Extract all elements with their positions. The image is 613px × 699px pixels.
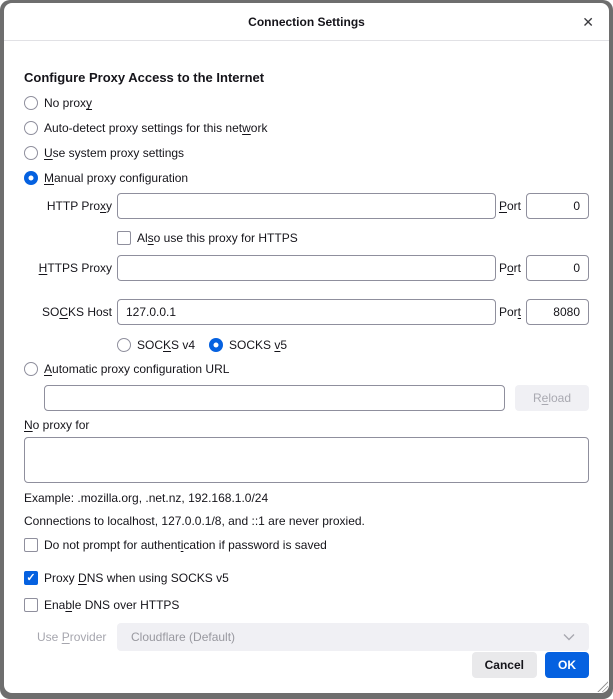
checkbox-label: Enable DNS over HTTPS [44,598,180,612]
radio-label: No proxy [44,96,93,110]
reload-button[interactable]: R e load [515,385,589,411]
auto-url-row [44,385,589,411]
https-port-input[interactable] [526,255,589,281]
chevron-down-icon [563,633,575,641]
radio-label: SOCKS v5 [229,338,288,352]
radio-option-socks-v5[interactable] [209,338,287,352]
checkbox-label: Do not prompt for authentication if password is saved [44,538,327,552]
radio-icon[interactable] [24,362,38,376]
dialog-footer [472,652,589,678]
radio-option-no-proxy[interactable] [24,96,589,110]
radio-icon[interactable] [24,121,38,135]
radio-label: Automatic proxy configuration URL [44,362,230,376]
title-bar [4,3,609,41]
socks-version-group [117,338,589,352]
radio-icon[interactable] [117,338,131,352]
page-title: Configure Proxy Access to the Internet [24,70,265,85]
checkbox-no-prompt-auth[interactable] [24,538,589,552]
dialog-content [4,41,609,693]
provider-selected-value: Cloudflare (Default) [131,630,236,644]
http-proxy-label: HTTP Proxy [46,199,112,213]
http-proxy-row [24,193,589,219]
radio-icon-selected[interactable] [209,338,223,352]
http-proxy-input[interactable] [117,193,496,219]
no-proxy-for-label: N o proxy for [24,418,90,432]
connection-settings-dialog [4,3,609,693]
close-icon[interactable]: ✕ [582,13,594,30]
checkbox-enable-doh[interactable] [24,598,589,612]
http-port-input[interactable] [526,193,589,219]
use-provider-label: Use Provider [37,630,107,644]
provider-row [37,623,589,651]
socks-host-label: SOCKS Host [41,305,112,319]
https-proxy-input[interactable] [117,255,496,281]
checkbox-icon[interactable] [24,538,38,552]
checkbox-also-https[interactable] [117,231,589,245]
no-proxy-note-text: Connections to localhost, 127.0.0.1/8, and ::1 are never proxied. [24,514,365,528]
radio-label: Manual proxy configuration [44,171,189,185]
socks-host-row [24,299,589,325]
checkbox-label: Also use this proxy for HTTPS [137,231,298,245]
dialog-title: Connection Settings [248,14,365,29]
https-proxy-label: HTTPS Proxy [38,261,112,275]
cancel-button[interactable]: Cancel [472,652,537,678]
check-icon: ✓ [26,571,36,584]
radio-label: SOCKS v4 [137,338,196,352]
radio-option-system-proxy[interactable] [24,146,589,160]
checkbox-proxy-dns[interactable] [24,571,589,585]
radio-icon-selected[interactable] [24,171,38,185]
socks-host-input[interactable] [117,299,496,325]
checkbox-label: Proxy DNS when using SOCKS v5 [44,571,229,585]
no-proxy-for-textarea[interactable] [24,437,589,483]
socks-port-input[interactable] [526,299,589,325]
auto-url-input[interactable] [44,385,505,411]
radio-option-socks-v4[interactable] [117,338,195,352]
provider-dropdown[interactable] [117,623,589,651]
https-proxy-row [24,255,589,281]
socks-port-label: Port [498,305,521,319]
checkbox-icon-checked[interactable] [24,571,38,585]
radio-icon[interactable] [24,146,38,160]
no-proxy-example-text: Example: .mozilla.org, .net.nz, 192.168.1.0/24 [24,491,269,505]
radio-label: Use system proxy settings [44,146,185,160]
http-port-label: Port [498,199,521,213]
checkbox-icon[interactable] [117,231,131,245]
radio-label: Auto-detect proxy settings for this network [44,121,268,135]
radio-option-manual-proxy[interactable] [24,171,589,185]
https-port-label: Port [498,261,521,275]
radio-option-auto-detect[interactable] [24,121,589,135]
checkbox-icon[interactable] [24,598,38,612]
radio-option-auto-url[interactable] [24,362,589,376]
ok-button[interactable]: OK [545,652,589,678]
radio-icon[interactable] [24,96,38,110]
